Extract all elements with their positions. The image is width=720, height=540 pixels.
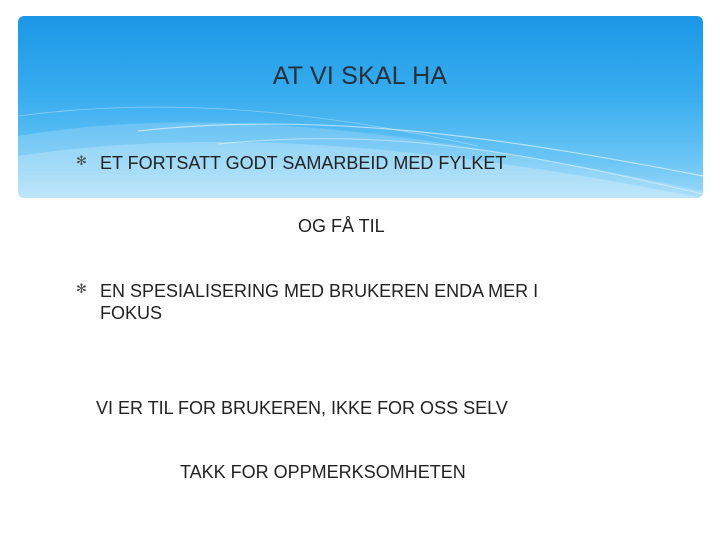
bullet-text: ET FORTSATT GODT SAMARBEID MED FYLKET [100, 153, 507, 173]
thanks-text: TAKK FOR OPPMERKSOMHETEN [180, 462, 466, 482]
star-bullet-icon: ✻ [76, 153, 87, 168]
middle-text: OG FÅ TIL [298, 216, 385, 236]
bullet-text-line: EN SPESIALISERING MED BRUKEREN ENDA MER I [100, 281, 539, 301]
slide-title: AT VI SKAL HA [272, 62, 448, 90]
bullet-text-line: FOKUS [100, 303, 163, 323]
bullet-text [100, 280, 538, 324]
star-bullet-icon: ✻ [76, 281, 87, 296]
closing-text: VI ER TIL FOR BRUKEREN, IKKE FOR OSS SELV [96, 398, 508, 418]
